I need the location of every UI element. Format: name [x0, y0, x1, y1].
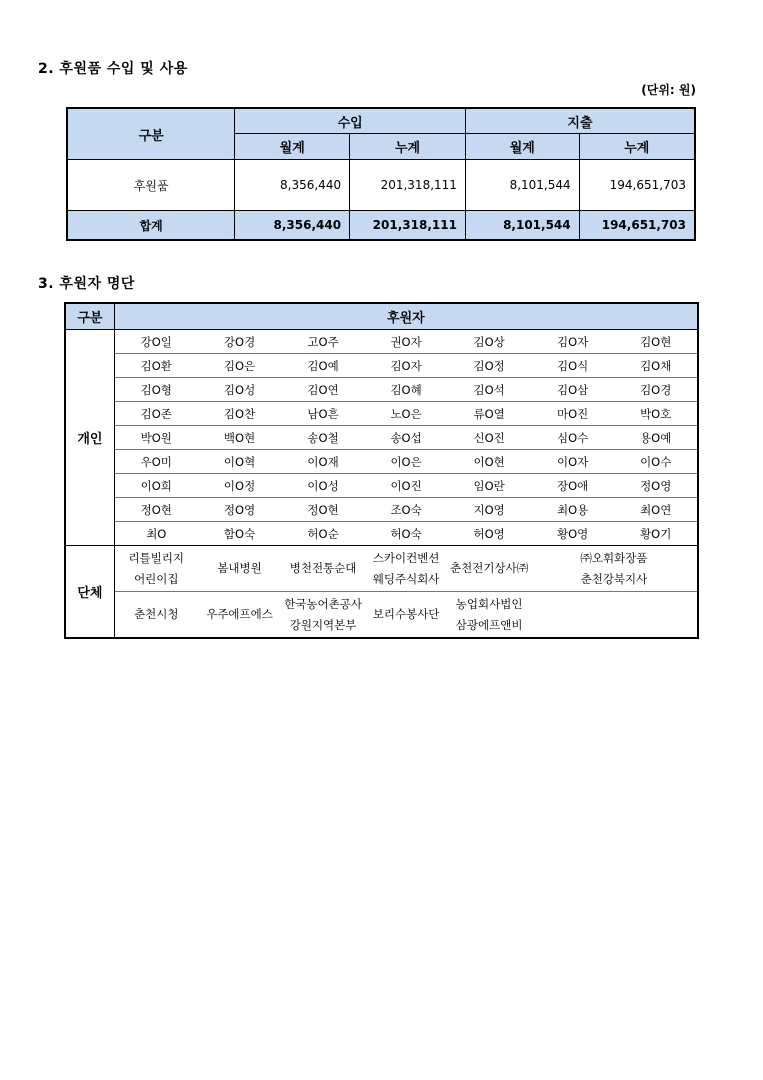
group-sponsor-name-line: 춘천시청 [134, 607, 179, 621]
group-sponsor-name [531, 592, 698, 639]
individual-sponsor-name: 황O기 [614, 522, 698, 546]
individual-sponsor-name: 이O재 [281, 450, 365, 474]
individual-sponsor-name: 마O진 [531, 402, 615, 426]
individual-sponsor-name: 황O영 [531, 522, 615, 546]
individual-sponsor-name: 김O은 [198, 354, 282, 378]
individual-sponsor-name: 허O숙 [365, 522, 448, 546]
group-sponsor-name [447, 546, 531, 592]
header-category: 구분 [67, 108, 235, 160]
group-sponsor-name [365, 546, 448, 592]
group-sponsor-name [114, 546, 198, 592]
individual-sponsor-name: 이O혁 [198, 450, 282, 474]
table-row [65, 474, 698, 498]
unit-note: (단위: 원) [641, 83, 696, 97]
individual-sponsor-name: 정O현 [281, 498, 365, 522]
individual-sponsor-name: 용O예 [614, 426, 698, 450]
group-sponsor-name [198, 592, 282, 639]
header-income: 수입 [235, 108, 466, 134]
sponsor-list-table [64, 302, 699, 639]
group-sponsor-name [281, 546, 365, 592]
individual-sponsor-name: 이O진 [365, 474, 448, 498]
individual-sponsor-name: 강O일 [114, 330, 198, 354]
group-sponsor-name-line: 봄내병원 [217, 561, 262, 575]
expense-monthly-value: 8,101,544 [465, 160, 579, 211]
individual-sponsor-name: 이O수 [614, 450, 698, 474]
individual-sponsor-name: 노O은 [365, 402, 448, 426]
individual-sponsor-name: 허O순 [281, 522, 365, 546]
individual-sponsor-name: 이O자 [531, 450, 615, 474]
header-income-monthly: 월계 [235, 134, 350, 160]
group-sponsor-name-line: 한국농어촌공사 [284, 596, 362, 611]
header-expense-cumulative: 누계 [579, 134, 695, 160]
individual-sponsor-name: 정O영 [198, 498, 282, 522]
individual-sponsor-name: 함O숙 [198, 522, 282, 546]
table-row [67, 160, 695, 211]
row-label: 후원품 [67, 160, 235, 211]
table-row [65, 592, 698, 639]
individual-sponsor-name: 최O [114, 522, 198, 546]
individual-sponsor-name: 김O연 [281, 378, 365, 402]
individual-sponsor-name: 김O상 [447, 330, 531, 354]
individual-sponsor-name: 임O란 [447, 474, 531, 498]
individual-sponsor-name: 류O열 [447, 402, 531, 426]
individual-sponsor-name: 심O수 [531, 426, 615, 450]
individual-sponsor-name: 장O애 [531, 474, 615, 498]
total-expense-cumulative: 194,651,703 [579, 211, 695, 241]
section-3-title: 3. 후원자 명단 [38, 276, 135, 292]
table-row [65, 546, 698, 592]
individual-sponsor-name: 박O호 [614, 402, 698, 426]
total-label: 합계 [67, 211, 235, 241]
individual-sponsor-name: 김O삼 [531, 378, 615, 402]
group-sponsor-name-line: 웨딩주식회사 [372, 571, 440, 586]
individual-sponsor-name: 김O성 [198, 378, 282, 402]
individual-sponsor-name: 이O현 [447, 450, 531, 474]
income-cumulative-value: 201,318,111 [350, 160, 466, 211]
individual-sponsor-name: 김O식 [531, 354, 615, 378]
group-sponsor-name-line: 병천전통순대 [289, 561, 357, 575]
table-row [65, 498, 698, 522]
group-sponsor-name-line: 우주에프에스 [206, 607, 273, 621]
individual-sponsor-name: 이O성 [281, 474, 365, 498]
group-sponsor-name [198, 546, 282, 592]
individual-sponsor-name: 지O영 [447, 498, 531, 522]
individual-sponsor-name: 고O주 [281, 330, 365, 354]
header-expense-monthly: 월계 [465, 134, 579, 160]
header-sponsors: 후원자 [114, 303, 698, 330]
individual-category-label: 개인 [65, 330, 114, 546]
group-sponsor-name-line: 농업회사법인 [455, 596, 523, 611]
table-row [65, 378, 698, 402]
group-sponsor-name [531, 546, 698, 592]
individual-sponsor-name: 김O예 [281, 354, 365, 378]
individual-sponsor-name: 김O혜 [365, 378, 448, 402]
individual-sponsor-name: 김O정 [447, 354, 531, 378]
individual-sponsor-name: 이O희 [114, 474, 198, 498]
individual-sponsor-name: 김O채 [614, 354, 698, 378]
group-sponsor-name-line: 보리수봉사단 [372, 607, 440, 621]
individual-sponsor-name: 강O경 [198, 330, 282, 354]
table-row [65, 522, 698, 546]
header-category: 구분 [65, 303, 114, 330]
individual-sponsor-name: 이O정 [198, 474, 282, 498]
total-income-monthly: 8,356,440 [235, 211, 350, 241]
individual-sponsor-name: 김O환 [114, 354, 198, 378]
group-sponsor-name [365, 592, 448, 639]
individual-sponsor-name: 권O자 [365, 330, 448, 354]
donation-goods-table [66, 107, 696, 241]
total-income-cumulative: 201,318,111 [350, 211, 466, 241]
individual-sponsor-name: 김O형 [114, 378, 198, 402]
table-row [65, 354, 698, 378]
individual-sponsor-name: 김O자 [531, 330, 615, 354]
individual-sponsor-name: 최O용 [531, 498, 615, 522]
group-sponsor-name [281, 592, 365, 639]
individual-sponsor-name: 송O섭 [365, 426, 448, 450]
individual-sponsor-name: 신O진 [447, 426, 531, 450]
individual-sponsor-name: 김O찬 [198, 402, 282, 426]
group-category-label: 단체 [65, 546, 114, 639]
individual-sponsor-name: 김O존 [114, 402, 198, 426]
individual-sponsor-name: 최O연 [614, 498, 698, 522]
expense-cumulative-value: 194,651,703 [579, 160, 695, 211]
table-row [65, 330, 698, 354]
individual-sponsor-name: 남O흔 [281, 402, 365, 426]
group-sponsor-name-line: ㈜오휘화장품 [580, 550, 648, 565]
group-sponsor-name [114, 592, 198, 639]
individual-sponsor-name: 김O자 [365, 354, 448, 378]
group-sponsor-name-line: 춘천강북지사 [580, 571, 648, 586]
group-sponsor-name-line: 삼광에프앤비 [455, 617, 523, 632]
group-sponsor-name-line: 스카이컨벤션 [372, 550, 440, 565]
section-2-title: 2. 후원품 수입 및 사용 [38, 61, 188, 77]
individual-sponsor-name: 조O숙 [365, 498, 448, 522]
individual-sponsor-name: 박O원 [114, 426, 198, 450]
individual-sponsor-name: 백O현 [198, 426, 282, 450]
individual-sponsor-name: 송O철 [281, 426, 365, 450]
individual-sponsor-name: 정O영 [614, 474, 698, 498]
table-row [65, 402, 698, 426]
table-row [65, 450, 698, 474]
individual-sponsor-name: 김O경 [614, 378, 698, 402]
individual-sponsor-name: 김O석 [447, 378, 531, 402]
group-sponsor-name-line: 강원지역본부 [289, 617, 357, 632]
group-sponsor-name-line: 리틀빌리지 [128, 550, 185, 565]
income-monthly-value: 8,356,440 [235, 160, 350, 211]
group-sponsor-name [447, 592, 531, 639]
group-sponsor-name-line: 춘천전기상사㈜ [450, 561, 529, 575]
individual-sponsor-name: 허O영 [447, 522, 531, 546]
table-row [65, 426, 698, 450]
total-row [67, 211, 695, 241]
individual-sponsor-name: 우O미 [114, 450, 198, 474]
header-expense: 지출 [465, 108, 695, 134]
individual-sponsor-name: 김O현 [614, 330, 698, 354]
header-income-cumulative: 누계 [350, 134, 466, 160]
total-expense-monthly: 8,101,544 [465, 211, 579, 241]
individual-sponsor-name: 정O현 [114, 498, 198, 522]
individual-sponsor-name: 이O은 [365, 450, 448, 474]
group-sponsor-name-line: 어린이집 [134, 571, 179, 586]
